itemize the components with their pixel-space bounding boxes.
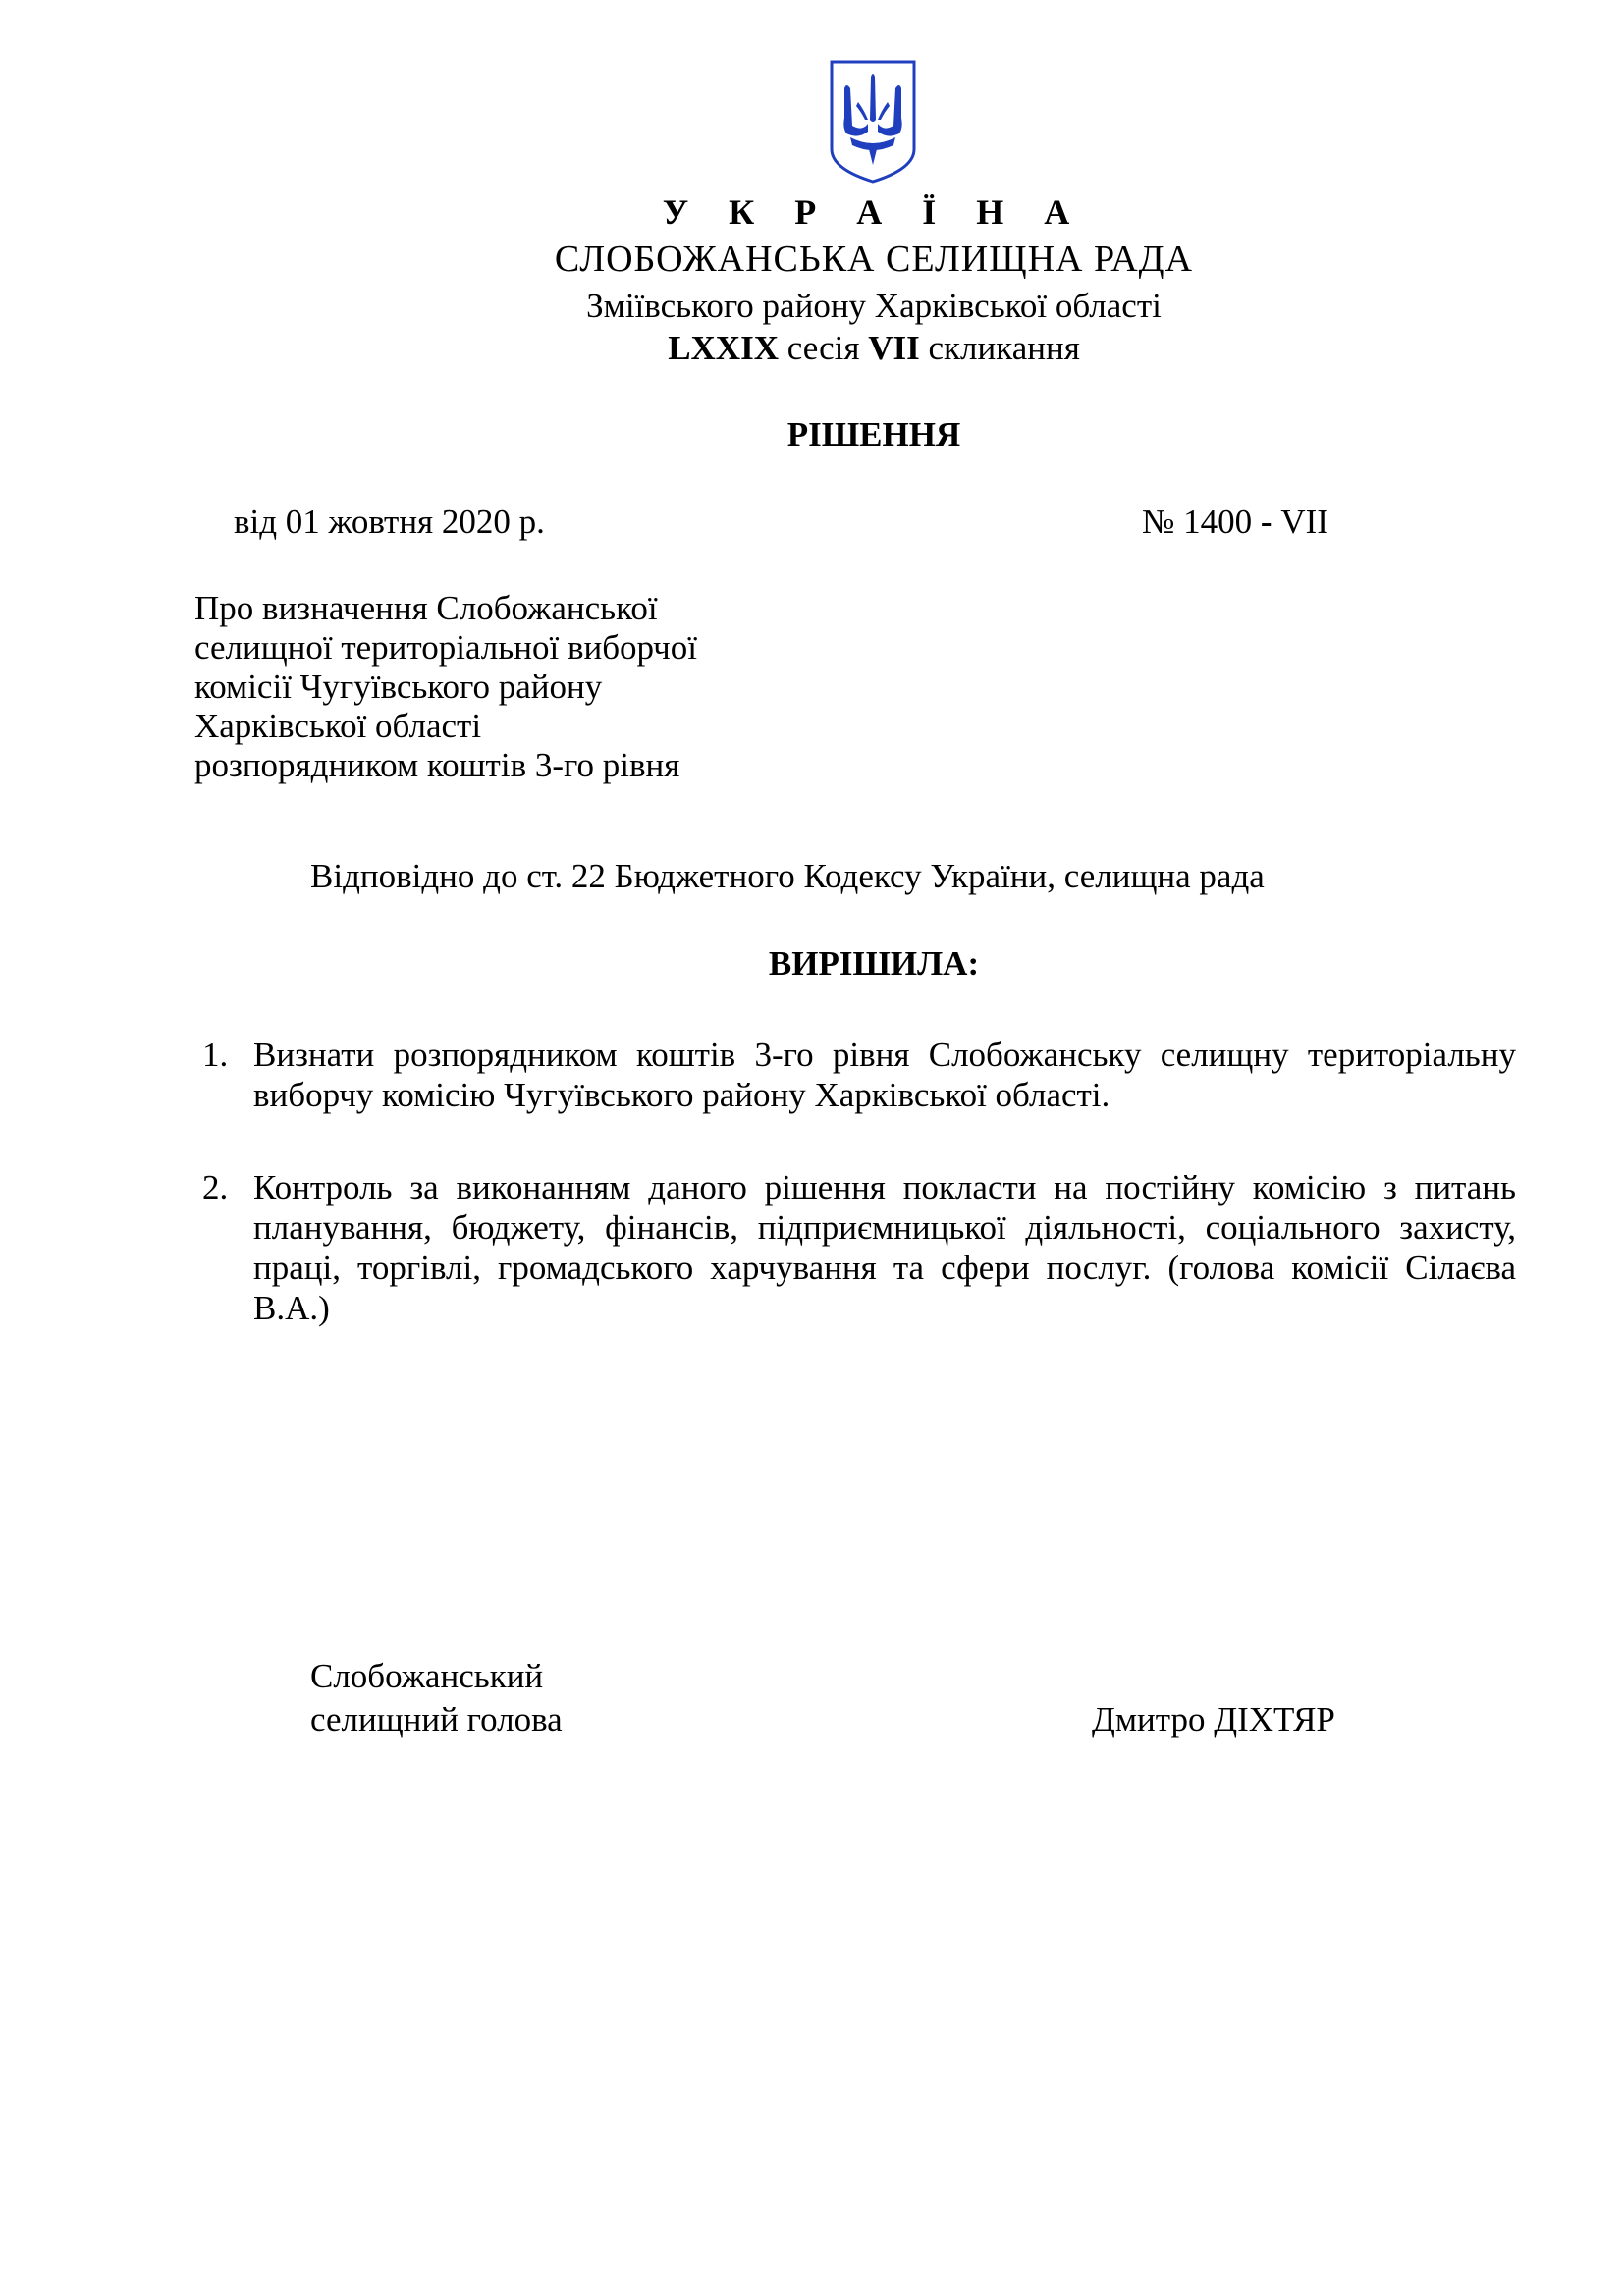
- convocation-word: скликання: [928, 329, 1080, 367]
- list-item: [194, 1167, 1516, 1328]
- list-item-number: 2.: [202, 1168, 229, 1206]
- preamble: Відповідно до ст. 22 Бюджетного Кодексу України, селищна рада: [310, 857, 1265, 895]
- session-number: LXXIX: [668, 329, 779, 367]
- session-word: сесія: [786, 329, 860, 367]
- document-date: від 01 жовтня 2020 р.: [234, 503, 545, 541]
- subject-line: Харківської області: [194, 707, 482, 745]
- list-item-text: Визнати розпорядником коштів 3-го рівня Слобожанську селищну територіальну виборчу комісію Чугуївського району Харківської області.: [253, 1036, 1516, 1114]
- document-number: [1142, 503, 1328, 542]
- subject-line: Про визначення Слобожанської: [194, 589, 658, 627]
- signatory-title: [310, 1655, 563, 1741]
- signatory-name: Дмитро ДІХТЯР: [1092, 1700, 1335, 1738]
- council-name: СЛОБОЖАНСЬКА СЕЛИЩНА РАДА: [554, 239, 1194, 280]
- country-name: У К Р А Ї Н А: [662, 192, 1086, 232]
- document-number-prefix: № 1400: [1142, 503, 1253, 541]
- signatory-title-line: Слобожанський: [310, 1657, 544, 1695]
- list-item-number: 1.: [202, 1036, 229, 1074]
- subject-line: селищної територіальної виборчої: [194, 628, 697, 667]
- list-item-text: Контроль за виконанням даного рішення покласти на постійну комісію з питань планування, бюджету, фінансів, підприємницької діяльності, соціального захисту, праці, торгівлі, громадського харчування та сфери послуг. (голова комісії Сілаєва В.А.): [253, 1168, 1516, 1327]
- session-line: [0, 329, 1624, 368]
- signatory-title-line: селищний голова: [310, 1700, 563, 1738]
- document-number-suffix: VII: [1280, 503, 1328, 541]
- subject-line: розпорядником коштів 3-го рівня: [194, 746, 680, 784]
- resolved-heading: ВИРІШИЛА:: [768, 944, 980, 983]
- document-subject: [194, 589, 697, 785]
- convocation-number: VII: [868, 329, 920, 367]
- list-item: [194, 1035, 1516, 1115]
- subject-line: комісії Чугуївського району: [194, 667, 603, 706]
- document-number-separator: -: [1252, 503, 1281, 541]
- document-title: РІШЕННЯ: [786, 415, 961, 454]
- district-name: Зміївського району Харківської області: [586, 287, 1162, 325]
- ukraine-coat-of-arms-icon: [829, 59, 917, 185]
